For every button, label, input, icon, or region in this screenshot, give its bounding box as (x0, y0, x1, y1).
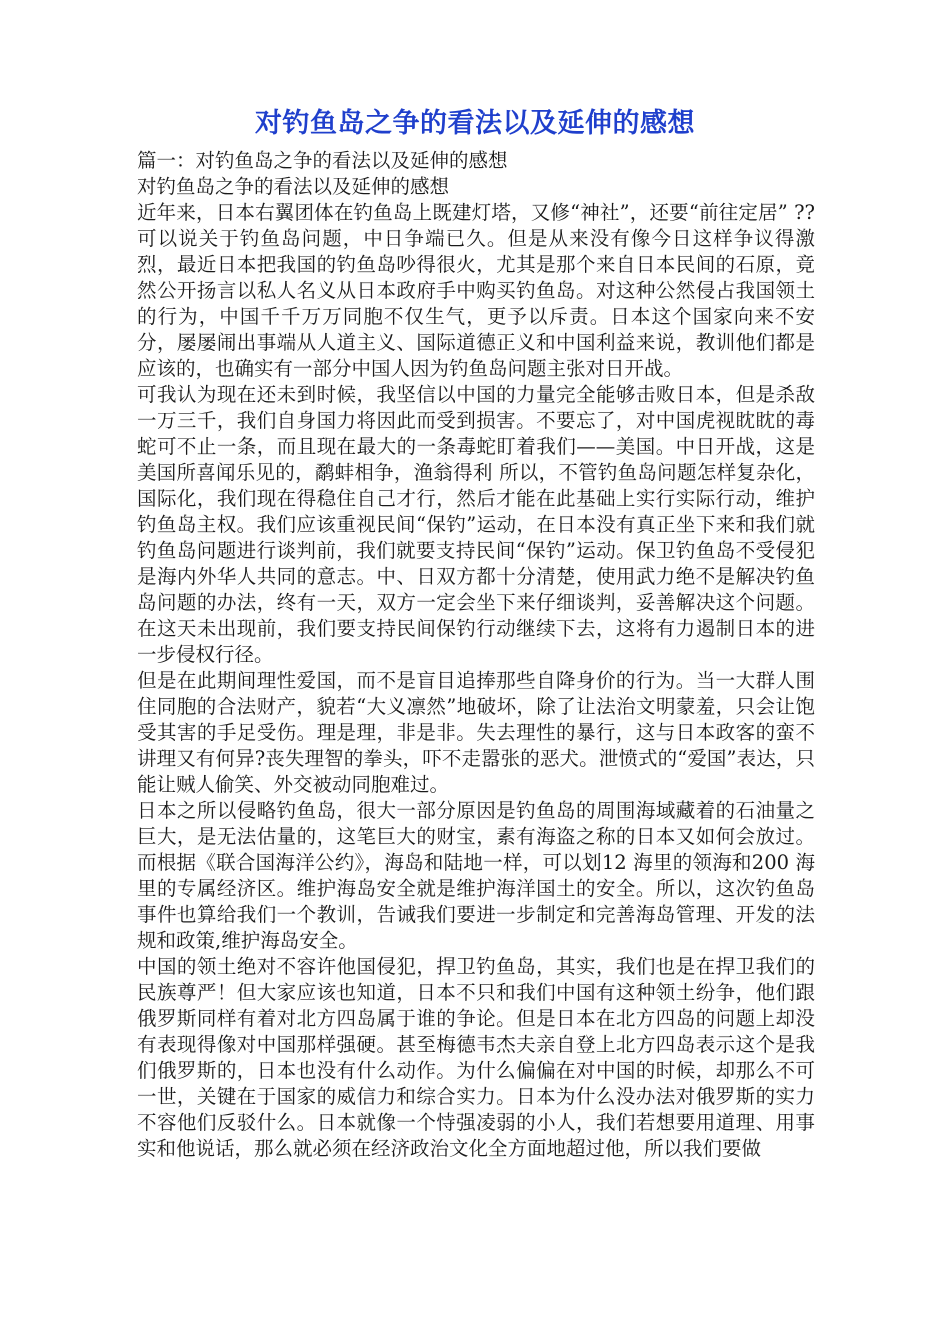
paragraph: 中国的领土绝对不容许他国侵犯，捍卫钓鱼岛，其实，我们也是在捍卫我们的民族尊严！但大家应该也知道，日本不只和我们中国有这种领土纷争，他们跟俄罗斯同样有着对北方四岛属于谁的争论。但是日本在北方四岛的问题上却没有表现得像对中国那样强硬。甚至梅德韦杰夫亲自登上北方四岛表示这个是我们俄罗斯的，日本也没有什么动作。为什么偏偏在对中国的时候，却那么不可一世，关键在于国家的威信力和综合实力。日本为什么没办法对俄罗斯的实力不容他们反驳什么。日本就像一个恃强凌弱的小人，我们若想要用道理、用事实和他说话，那么就必须在经济政治文化全方面地超过他，所以我们要做 (137, 955, 815, 1160)
document-body (137, 148, 815, 1162)
paragraph: 日本之所以侵略钓鱼岛，很大一部分原因是钓鱼岛的周围海域藏着的石油量之巨大，是无法估量的，这笔巨大的财宝，素有海盗之称的日本又如何会放过。而根据《联合国海洋公约》，海岛和陆地一样，可以划12 海里的领海和200 海里的专属经济区。维护海岛安全就是维护海洋国土的安全。所以，这次钓鱼岛事件也算给我们一个教训，告诫我们要进一步制定和完善海岛管理、开发的法规和政策,维护海岛安全。 (137, 799, 815, 952)
paragraph: 近年来，日本右翼团体在钓鱼岛上既建灯塔，又修“神社”，还要“前往定居” ??可以说关于钓鱼岛问题，中日争端已久。但是从来没有像今日这样争议得激烈，最近日本把我国的钓鱼岛吵得很火，尤其是那个来自日本民间的石原，竟然公开扬言以私人名义从日本政府手中购买钓鱼岛。对这种公然侵占我国领土的行为，中国千千万万同胞不仅生气，更予以斥责。日本这个国家向来不安分，屡屡闹出事端从人道主义、国际道德正义和中国利益来说，教训他们都是应该的，也确实有一部分中国人因为钓鱼岛问题主张对日开战。 (137, 201, 815, 380)
paragraph: 但是在此期间理性爱国，而不是盲目追捧那些自降身价的行为。当一大群人围住同胞的合法财产，貌若“大义凛然”地破坏，除了让法治文明蒙羞，只会让饱受其害的手足受伤。理是理，非是非。失去理性的暴行，这与日本政客的蛮不讲理又有何异?丧失理智的拳头，吓不走嚣张的恶犬。泄愤式的“爱国”表达，只能让贼人偷笑、外交被动同胞难过。 (137, 669, 815, 796)
paragraph: 可我认为现在还未到时候，我坚信以中国的力量完全能够击败日本，但是杀敌一万三千，我们自身国力将因此而受到损害。不要忘了，对中国虎视眈眈的毒蛇可不止一条，而且现在最大的一条毒蛇盯着我们——美国。中日开战，这是美国所喜闻乐见的，鹬蚌相争，渔翁得利 所以，不管钓鱼岛问题怎样复杂化，国际化，我们现在得稳住自己才行，然后才能在此基础上实行实际行动，维护钓鱼岛主权。我们应该重视民间“保钓”运动，在日本没有真正坐下来和我们就钓鱼岛问题进行谈判前，我们就要支持民间“保钓”运动。保卫钓鱼岛不受侵犯是海内外华人共同的意志。中、日双方都十分清楚，使用武力绝不是解决钓鱼岛问题的办法，终有一天，双方一定会坐下来仔细谈判，妥善解决这个问题。在这天未出现前，我们要支持民间保钓行动继续下去，这将有力遏制日本的进一步侵权行径。 (137, 383, 815, 666)
section-heading: 篇一：对钓鱼岛之争的看法以及延伸的感想 (137, 149, 508, 172)
document-title: 对钓鱼岛之争的看法以及延伸的感想 (255, 108, 695, 139)
article-title: 对钓鱼岛之争的看法以及延伸的感想 (137, 175, 450, 198)
